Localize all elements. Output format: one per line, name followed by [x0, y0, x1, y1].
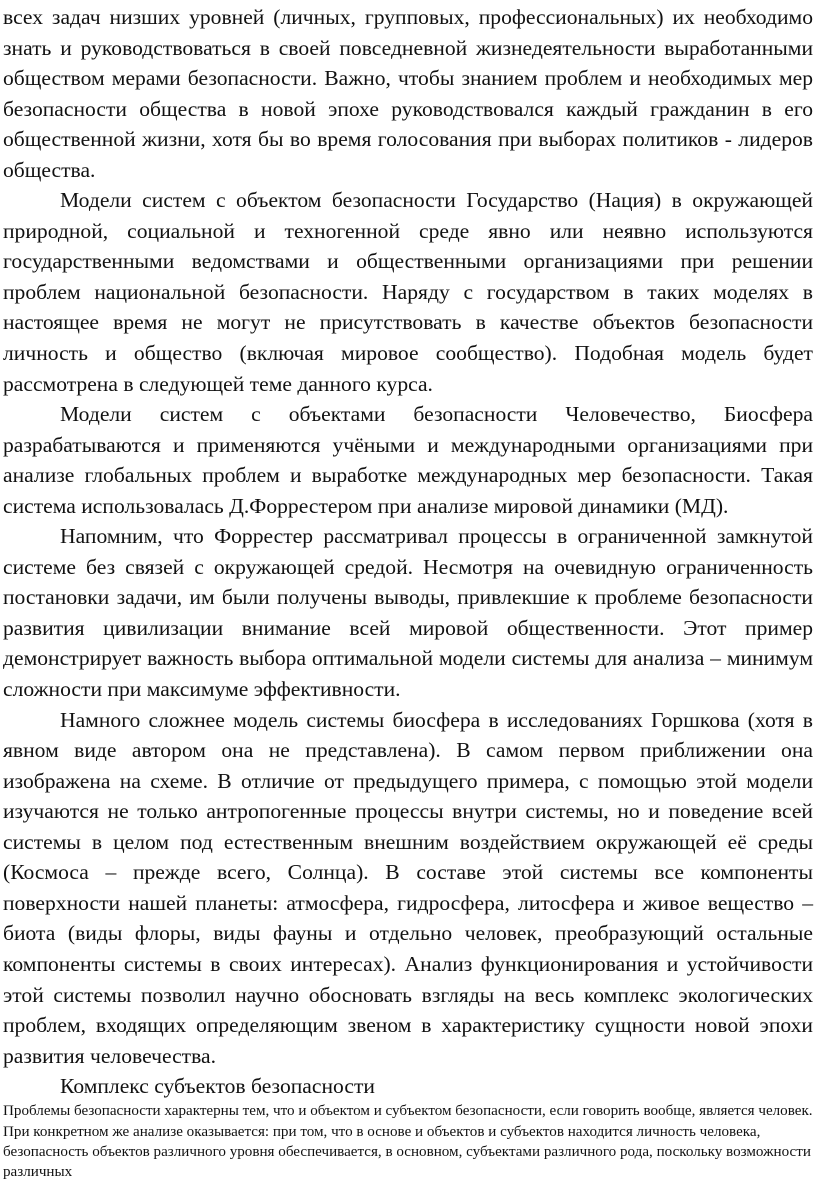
paragraph-3: Модели систем с объектами безопасности Человечество, Биосфера разрабатываются и применяются учёными и международными организациями при анализе глобальных проблем и выработке международных мер безопасности. Такая система использовалась Д.Форрестером при анализе мировой динамики (МД).	[3, 402, 813, 518]
section-heading: Комплекс субъектов безопасности	[60, 1074, 375, 1099]
paragraph-1: всех задач низших уровней (личных, групповых, профессиональных) их необходимо знать и руководствоваться в своей повседневной жизнедеятельности выработанными обществом мерами безопасности. Важно, чтобы знанием проблем и необходимых мер безопасности общества в новой эпохе руководствовался каждый гражданин в его общественной жизни, хотя бы во время голосования при выборах политиков - лидеров общества.	[3, 5, 813, 182]
paragraph-4: Напомним, что Форрестер рассматривал процессы в ограниченной замкнутой системе без связей с окружающей средой. Несмотря на очевидную ограниченность постановки задачи, им были получены выводы, привлекшие к проблеме безопасности развития цивилизации внимание всей мировой общественности. Этот пример демонстрирует важность выбора оптимальной модели системы для анализа – минимум сложности при максимуме эффективности.	[3, 524, 813, 702]
small-text-paragraph: Проблемы безопасности характерны тем, что и объектом и субъектом безопасности, если говорить вообще, является человек. При конкретном же анализе оказывается: при том, что в основе и объектов и субъектов находится личность человека, безопасность объектов различного уровня обеспечивается, в основном, субъектами различного рода, поскольку возможности различных	[3, 1103, 813, 1181]
paragraph-5: Намного сложнее модель системы биосфера в исследованиях Горшкова (хотя в явном виде автором она не представлена). В самом первом приближении она изображена на схеме. В отличие от предыдущего примера, с помощью этой модели изучаются не только антропогенные процессы внутри системы, но и поведение всей системы в целом под естественным внешним воздействием окружающей её среды (Космоса – прежде всего, Солнца). В составе этой системы все компоненты поверхности нашей планеты: атмосфера, гидросфера, литосфера и живое вещество – биота (виды флоры, виды фауны и отдельно человек, преобразующий остальные компоненты системы в своих интересах). Анализ функционирования и устойчивости этой системы позволил научно обосновать взгляды на весь комплекс экологических проблем, входящих определяющим звеном в характеристику сущности новой эпохи развития человечества.	[3, 707, 813, 1068]
document-body	[3, 2, 813, 1071]
paragraph-2: Модели систем с объектом безопасности Государство (Нация) в окружающей природной, социальной и техногенной среде явно или неявно используются государственными ведомствами и общественными организациями при решении проблем национальной безопасности. Наряду с государством в таких моделях в настоящее время не могут не присутствовать в качестве объектов безопасности личность и общество (включая мировое сообщество). Подобная модель будет рассмотрена в следующей теме данного курса.	[3, 188, 813, 396]
